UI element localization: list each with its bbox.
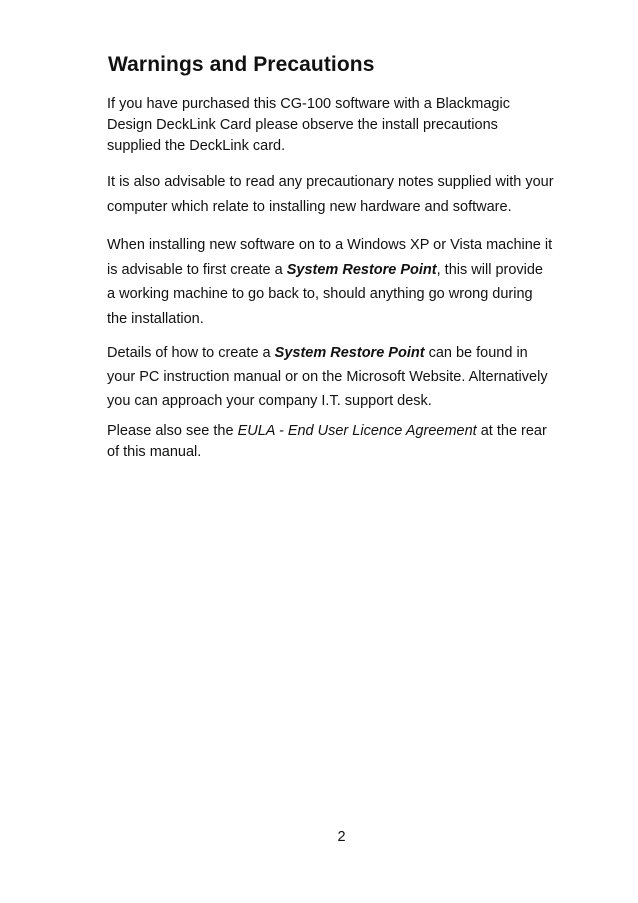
paragraph-line: the installation. bbox=[107, 310, 204, 327]
paragraph-line bbox=[107, 421, 577, 442]
paragraph-line: Design DeckLink Card please observe the install precautions bbox=[107, 117, 498, 133]
page-title: Warnings and Precautions bbox=[108, 53, 375, 76]
emphasis-system-restore-point: System Restore Point bbox=[286, 261, 437, 278]
paragraph-line: of this manual. bbox=[107, 444, 202, 460]
paragraph-line: It is also advisable to read any precautionary notes supplied with your bbox=[107, 174, 554, 190]
paragraph-line bbox=[107, 341, 577, 365]
paragraph-line bbox=[107, 258, 577, 283]
paragraph-line: When installing new software on to a Windows XP or Vista machine it bbox=[107, 237, 553, 253]
text-run: can be found in bbox=[424, 345, 528, 361]
emphasis-eula: EULA - End User Licence Agreement bbox=[237, 423, 477, 439]
paragraph-line: If you have purchased this CG-100 software with a Blackmagic bbox=[107, 96, 510, 112]
paragraph-line: computer which relate to installing new hardware and software. bbox=[107, 199, 512, 215]
paragraph-restore-point-details bbox=[107, 341, 577, 413]
page-number: 2 bbox=[337, 829, 346, 845]
emphasis-system-restore-point: System Restore Point bbox=[274, 345, 425, 361]
paragraph-eula-reference bbox=[107, 421, 577, 463]
text-run: at the rear bbox=[476, 423, 547, 439]
paragraph-computer-notes bbox=[107, 170, 577, 220]
paragraph-line: a working machine to go back to, should anything go wrong during bbox=[107, 286, 533, 302]
text-run: Details of how to create a bbox=[107, 345, 275, 361]
text-run: is advisable to first create a bbox=[107, 261, 287, 278]
paragraph-restore-point-advice bbox=[107, 233, 577, 331]
paragraph-line: supplied the DeckLink card. bbox=[107, 138, 286, 154]
text-run: Please also see the bbox=[107, 423, 238, 439]
paragraph-decklink-precautions bbox=[107, 94, 577, 157]
paragraph-line: you can approach your company I.T. support desk. bbox=[107, 393, 432, 409]
paragraph-line: your PC instruction manual or on the Microsoft Website. Alternatively bbox=[107, 369, 548, 385]
text-run: , this will provide bbox=[436, 261, 543, 278]
